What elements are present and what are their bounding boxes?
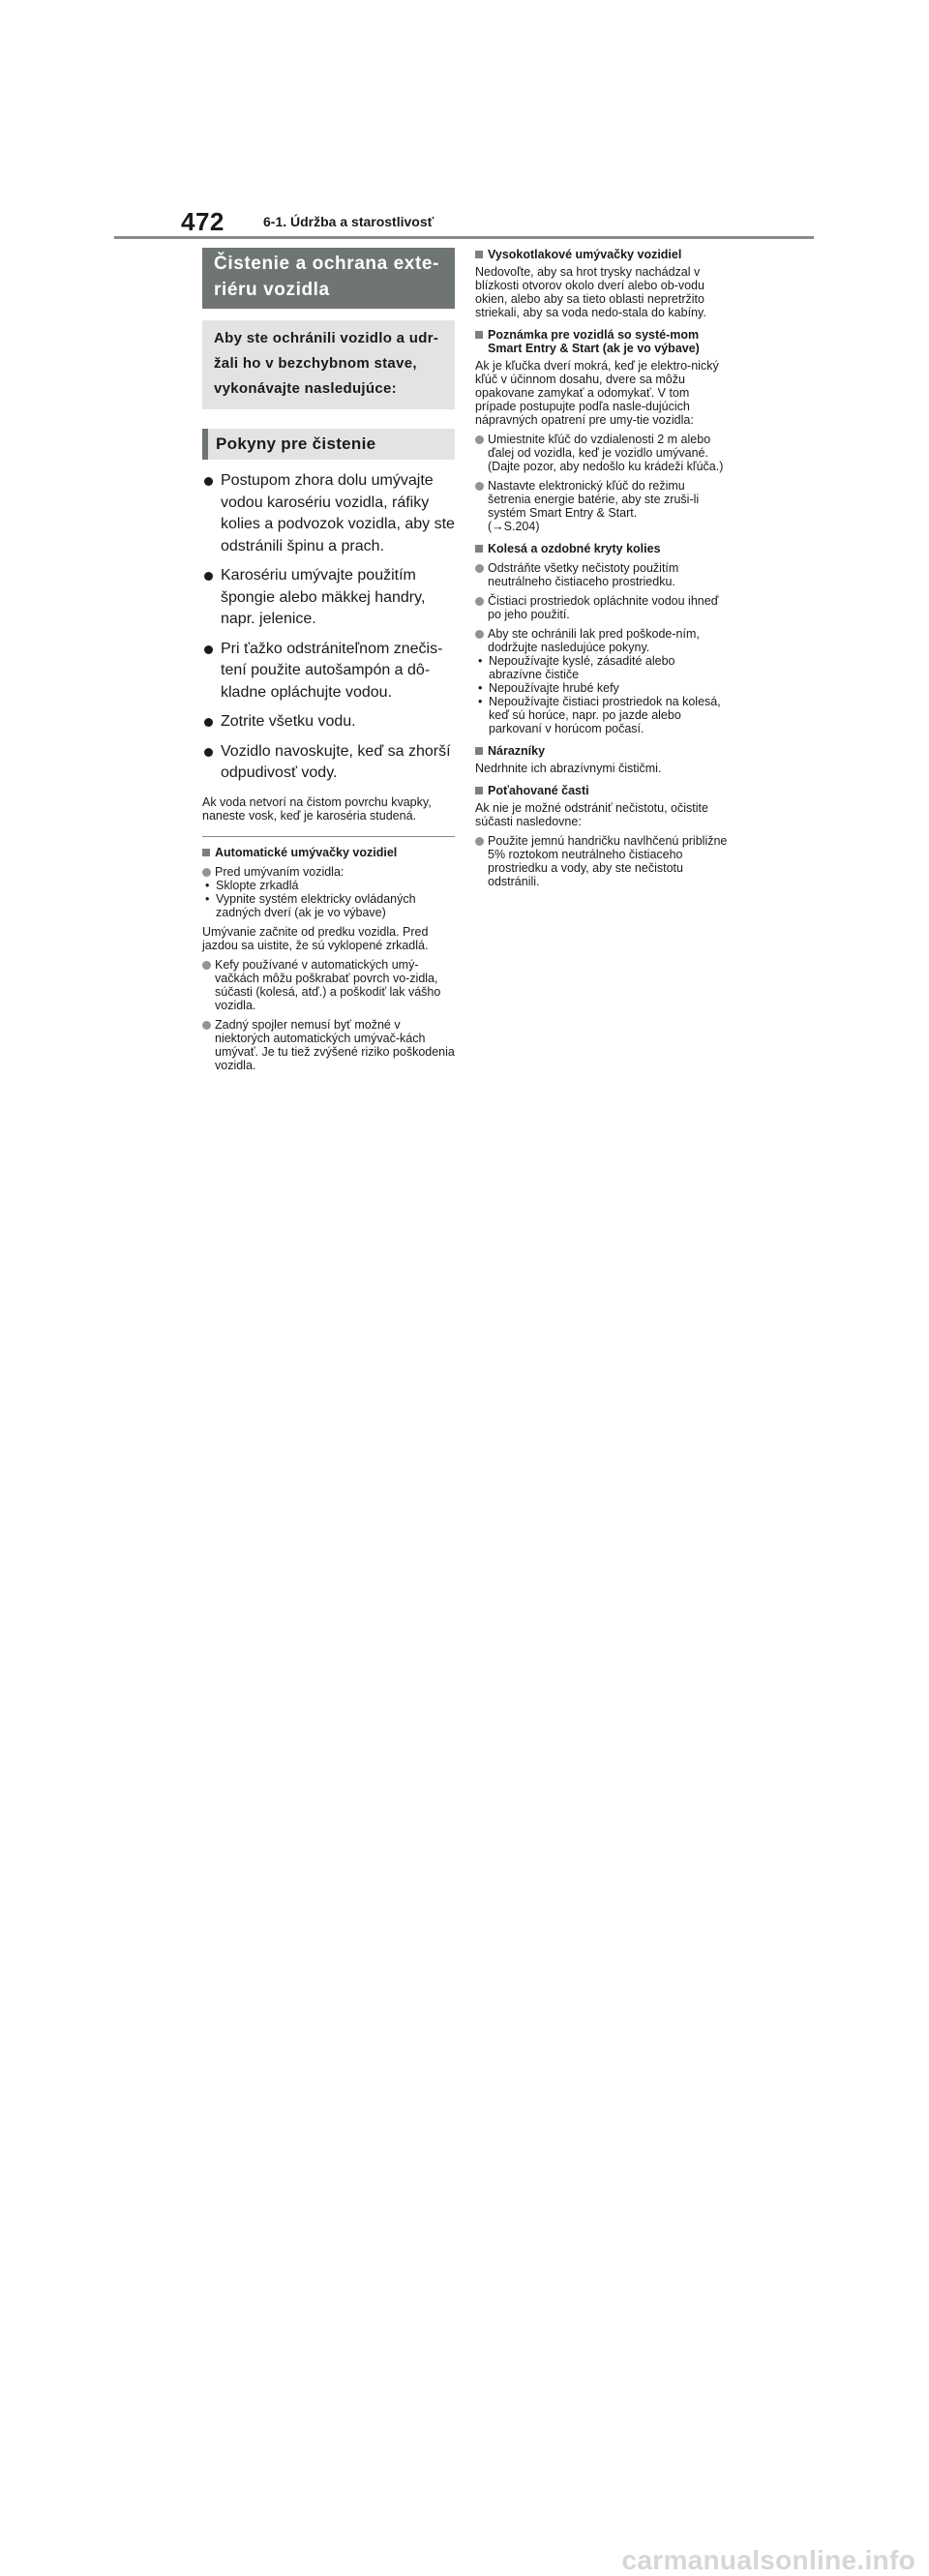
heading-wheels: Kolesá a ozdobné kryty kolies bbox=[475, 542, 729, 555]
list-item: Karosériu umývajte použitím špongie alebo mäkkej handry, napr. jelenice. bbox=[202, 565, 455, 631]
list-item: Umiestnite kľúč do vzdialenosti 2 m alebo ďalej od vozidla, keď je vozidlo umývané. (Dajte pozor, aby nedošlo ku krádeži kľúča.) bbox=[475, 433, 729, 473]
bullet-icon bbox=[204, 718, 213, 727]
square-bullet-icon bbox=[475, 251, 483, 258]
bullet-icon bbox=[204, 572, 213, 581]
list-item: Pri ťažko odstrániteľnom znečis-tení použite autošampón a dô-kladne opláchujte vodou. bbox=[202, 639, 455, 704]
list-item: Zotrite všetku vodu. bbox=[202, 711, 455, 734]
list-item: Nastavte elektronický kľúč do režimu šetrenia energie batérie, aby ste zruši-li systém Smart Entry & Start. (→S.204) bbox=[475, 479, 729, 533]
bullet-icon bbox=[475, 564, 484, 573]
bullet-icon bbox=[202, 868, 211, 877]
sub-list-item: • Sklopte zrkadlá bbox=[205, 878, 299, 892]
list-item: Odstráňte všetky nečistoty použitím neutrálneho čistiaceho prostriedku. bbox=[475, 561, 729, 588]
paragraph: Nedrhnite ich abrazívnymi čističmi. bbox=[475, 762, 662, 775]
list-item: Postupom zhora dolu umývajte vodou karosériu vozidla, ráfiky kolies a podvozok vozidla, aby ste odstránili špinu a prach. bbox=[202, 470, 455, 557]
sub-list-item: • Nepoužívajte hrubé kefy bbox=[478, 681, 619, 695]
list-item: Zadný spojler nemusí byť možné v niektorých automatických umývač-kách umývať. Je tu tiež zvýšené riziko poškodenia vozidla. bbox=[202, 1018, 455, 1072]
bullet-icon bbox=[204, 477, 213, 486]
list-item: Pred umývaním vozidla: bbox=[202, 865, 455, 879]
sub-list-item: • Nepoužívajte kyslé, zásadité alebo abrazívne čističe bbox=[478, 654, 675, 681]
intro-box: Aby ste ochránili vozidlo a udr-žali ho v bezchybnom stave, vykonávajte nasledujúce: bbox=[202, 320, 455, 409]
paragraph: Ak je kľučka dverí mokrá, keď je elektro-nický kľúč v účinnom dosahu, dvere sa môžu opakovane zamykať a odomykať. V tom prípade postupujte podľa nasle-dujúcich nápravných opatrení pre umy-tie vozidla: bbox=[475, 359, 719, 427]
bullet-icon bbox=[475, 630, 484, 639]
heading-plated-parts: Poťahované časti bbox=[475, 784, 729, 797]
square-bullet-icon bbox=[475, 545, 483, 553]
bullet-icon bbox=[204, 748, 213, 757]
cleaning-steps-list bbox=[202, 470, 455, 785]
sub-list-item: • Vypnite systém elektricky ovládaných zadných dverí (ak je vo výbave) bbox=[205, 891, 416, 919]
watermark-text: carmanualsonline.info bbox=[621, 2545, 915, 2575]
heading-automatic-car-wash: Automatické umývačky vozidiel bbox=[202, 846, 455, 859]
bullet-icon bbox=[475, 482, 484, 491]
paragraph: Ak nie je možné odstrániť nečistotu, očistite súčasti nasledovne: bbox=[475, 801, 708, 828]
list-item: Čistiaci prostriedok opláchnite vodou ihneď po jeho použití. bbox=[475, 594, 729, 621]
square-bullet-icon bbox=[475, 787, 483, 794]
square-bullet-icon bbox=[202, 849, 210, 856]
footer bbox=[0, 1270, 929, 2575]
paragraph: Nedovoľte, aby sa hrot trysky nachádzal v blízkosti otvorov okolo dverí alebo ob-vodu okien, alebo aby sa tieto oblasti nepretržito striekali, aby sa voda nedo-stala do kabíny. bbox=[475, 265, 706, 319]
heading-bumpers: Nárazníky bbox=[475, 744, 729, 758]
heading-smart-entry-note: Poznámka pre vozidlá so systé-mom Smart Entry & Start (ak je vo výbave) bbox=[475, 328, 729, 355]
heading-high-pressure-wash: Vysokotlakové umývačky vozidiel bbox=[475, 248, 729, 261]
left-column bbox=[202, 248, 455, 1072]
bullet-icon bbox=[202, 961, 211, 970]
list-item: Použite jemnú handričku navlhčenú približne 5% roztokom neutrálneho čistiaceho prostriedku a vody, aby ste nečistotu odstránili. bbox=[475, 834, 729, 888]
page-number: 472 bbox=[181, 207, 225, 236]
page-reference-link[interactable]: (→S.204) bbox=[488, 520, 540, 533]
subtitle-cleaning-instructions: Pokyny pre čistenie bbox=[202, 429, 455, 460]
sub-list-item: • Nepoužívajte čistiaci prostriedok na kolesá, keď sú horúce, napr. po jazde alebo parkovaní v horúcom počasí. bbox=[478, 695, 721, 735]
list-item: Kefy používané v automatických umý-vačkách môžu poškrabať povrch vo-zidla, súčasti (kolesá, atď.) a poškodiť lak vášho vozidla. bbox=[202, 958, 455, 1012]
right-column bbox=[475, 248, 729, 888]
main-title: Čistenie a ochrana exte-riéru vozidla bbox=[202, 248, 455, 309]
bullet-icon bbox=[202, 1021, 211, 1030]
section-title: 6-1. Údržba a starostlivosť bbox=[263, 214, 435, 229]
bullet-icon bbox=[204, 645, 213, 654]
bullet-icon bbox=[475, 597, 484, 606]
square-bullet-icon bbox=[475, 331, 483, 339]
wax-note: Ak voda netvorí na čistom povrchu kvapky, naneste vosk, keď je karoséria studená. bbox=[202, 794, 432, 823]
page-header bbox=[0, 0, 929, 242]
bullet-icon bbox=[475, 837, 484, 846]
paragraph: Umývanie začnite od predku vozidla. Pred jazdou sa uistite, že sú vyklopené zrkadlá. bbox=[202, 924, 429, 952]
list-item: Aby ste ochránili lak pred poškode-ním, dodržujte nasledujúce pokyny. bbox=[475, 627, 729, 654]
square-bullet-icon bbox=[475, 747, 483, 755]
header-divider bbox=[114, 236, 814, 239]
section-divider bbox=[202, 836, 455, 837]
list-item: Vozidlo navoskujte, keď sa zhorší odpudivosť vody. bbox=[202, 741, 455, 785]
bullet-icon bbox=[475, 435, 484, 444]
